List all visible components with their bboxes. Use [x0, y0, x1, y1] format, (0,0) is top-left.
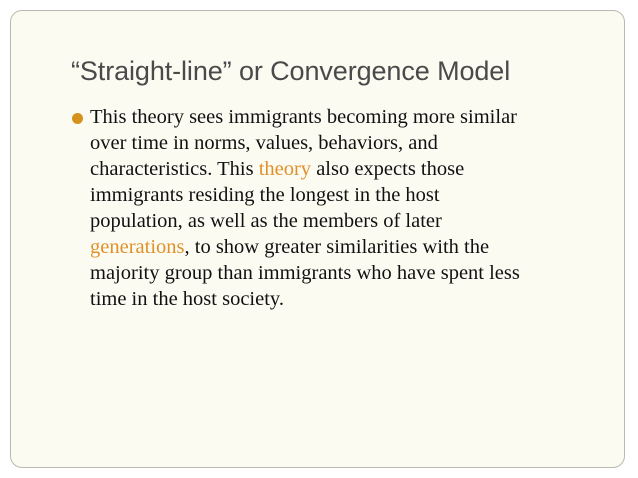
bullet-line-3-start: characteristics. This: [90, 158, 259, 180]
bullet-line-8: time in the host society.: [90, 288, 284, 310]
bullet-line-2: over time in norms, values, behaviors, and: [90, 132, 438, 154]
bullet-line-7: majority group than immigrants who have spent less: [90, 262, 520, 284]
bullet-text: [90, 104, 598, 312]
bullet-line-5: population, as well as the members of later: [90, 210, 442, 232]
bullet-line-3: [90, 156, 598, 182]
slide-title: “Straight-line” or Convergence Model: [71, 56, 511, 86]
bullet-item: [72, 104, 602, 312]
bullet-line-6-end: , to show greater similarities with the: [184, 236, 490, 258]
bullet-line-4: immigrants residing the longest in the host: [90, 184, 440, 206]
bullet-line-1: This theory sees immigrants becoming more similar: [90, 106, 517, 128]
theory-link[interactable]: theory: [258, 158, 312, 180]
bullet-dot-icon: [72, 113, 83, 124]
bullet-line-3-end: also expects those: [311, 158, 465, 180]
bullet-line-6: [90, 234, 598, 260]
generations-link[interactable]: generations: [90, 236, 185, 258]
